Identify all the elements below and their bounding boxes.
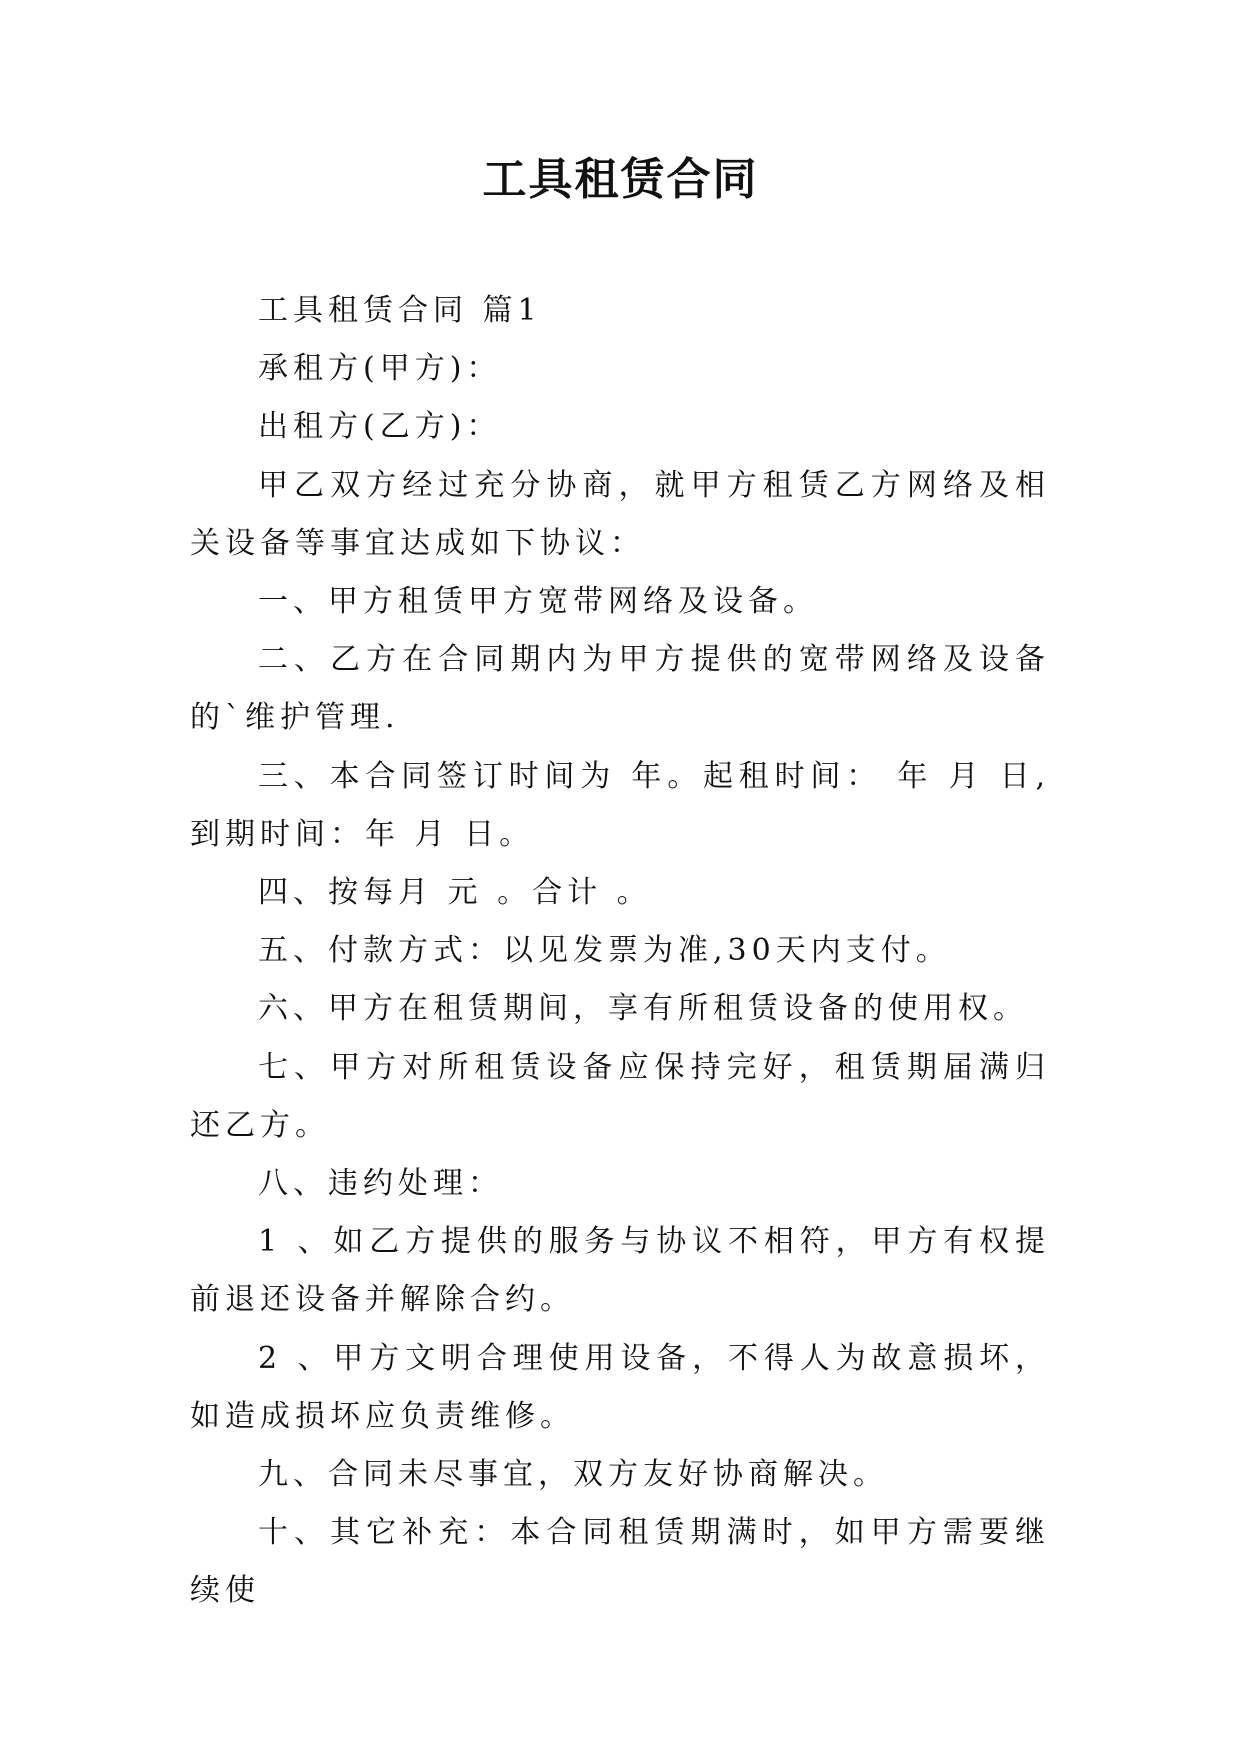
clause-6: 六、甲方在租赁期间，享有所租赁设备的使用权。: [258, 991, 1028, 1027]
clause-5: 五、付款方式：以见发票为准,30天内支付。: [258, 933, 951, 969]
intro-paragraph: 甲乙双方经过充分协商，就甲方租赁乙方网络及相关设备等事宜达成如下协议：: [190, 467, 1050, 561]
clause-10: 十、其它补充：本合同租赁期满时，如甲方需要继续使: [190, 1515, 1050, 1609]
clause-8-item-1: 1 、如乙方提供的服务与协议不相符，甲方有权提前退还设备并解除合约。: [190, 1224, 1050, 1318]
clause-7: 七、甲方对所租赁设备应保持完好，租赁期届满归还乙方。: [190, 1049, 1050, 1143]
clause-4: 四、按每月 元 。合计 。: [258, 875, 652, 911]
clause-8-item-2: 2 、甲方文明合理使用设备，不得人为故意损坏，如造成损坏应负责维修。: [190, 1340, 1050, 1434]
lessee-line: 承租方(甲方)：: [258, 351, 502, 387]
clause-1: 一、甲方租赁甲方宽带网络及设备。: [258, 584, 818, 620]
section-heading: 工具租赁合同 篇1: [258, 293, 542, 328]
clause-8: 八、违约处理：: [258, 1166, 503, 1202]
document-title: 工具租赁合同: [482, 154, 759, 205]
clause-2: 二、乙方在合同期内为甲方提供的宽带网络及设备的`维护管理.: [190, 642, 1050, 736]
clause-9: 九、合同未尽事宜，双方友好协商解决。: [258, 1457, 888, 1493]
document-body: [190, 282, 1050, 1621]
clause-3: 三、本合同签订时间为 年。起租时间： 年 月 日,到期时间：年 月 日。: [190, 758, 1050, 852]
lessor-line: 出租方(乙方)：: [258, 409, 502, 445]
